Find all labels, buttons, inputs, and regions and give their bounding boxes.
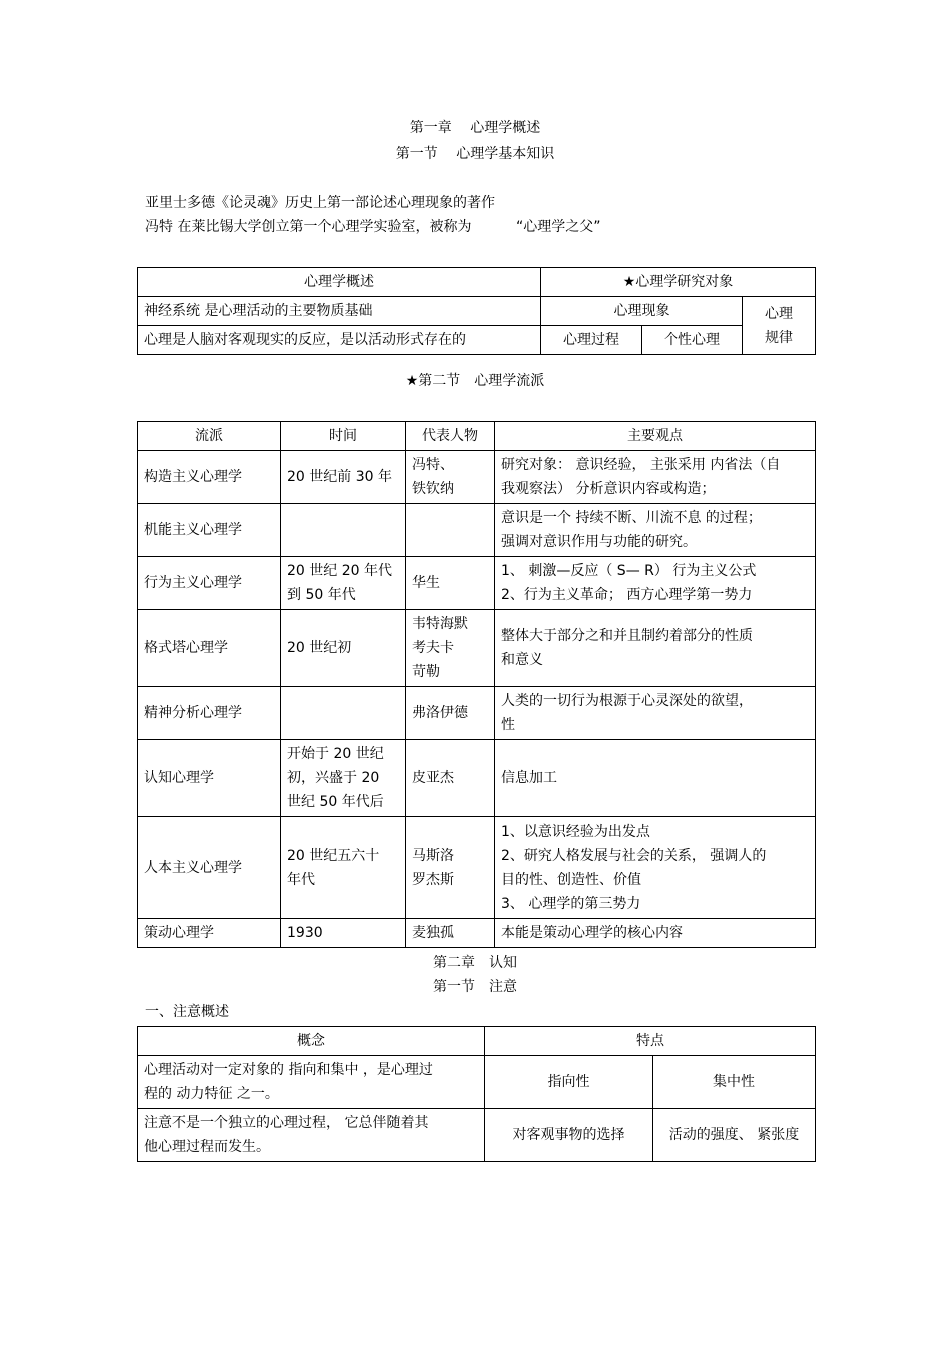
school-figures-cell [406,504,495,557]
overview-row2-b: 个性心理 [642,326,743,355]
attention-head-right: 特点 [485,1027,816,1056]
chapter1-section1-title: 第一节 心理学基本知识 [395,146,555,162]
school-period-cell: 1930 [281,919,406,948]
attention-head-left: 概念 [138,1027,485,1056]
schools-header: 代表人物 [406,422,495,451]
school-period-cell [281,504,406,557]
school-period-cell: 20 世纪 20 年代 到 50 年代 [281,557,406,610]
school-name-cell: 认知心理学 [138,740,281,817]
school-views-cell: 信息加工 [495,740,816,817]
school-period-cell: 20 世纪初 [281,610,406,687]
school-figures-cell: 麦独孤 [406,919,495,948]
school-views-cell: 1、以意识经验为出发点 2、研究人格发展与社会的关系， 强调人的 目的性、创造性、价值 3、 心理学的第三势力 [495,817,816,919]
attention-row1-left: 心理活动对一定对象的 指向和集中 ，是心理过 程的 动力特征 之一。 [138,1056,485,1109]
schools-header-row [138,422,816,451]
overview-head-right: ★心理学研究对象 [541,268,816,297]
overview-row1-left: 神经系统 是心理活动的主要物质基础 [138,297,541,326]
school-figures-cell: 马斯洛 罗杰斯 [406,817,495,919]
table-row [138,687,816,740]
table-row [138,919,816,948]
table-row [138,557,816,610]
school-period-cell [281,687,406,740]
school-name-cell: 人本主义心理学 [138,817,281,919]
school-period-cell: 20 世纪前 30 年 [281,451,406,504]
school-period-cell: 20 世纪五六十 年代 [281,817,406,919]
overview-row2-a: 心理过程 [541,326,642,355]
school-figures-cell: 皮亚杰 [406,740,495,817]
school-views-cell: 研究对象： 意识经验， 主张采用 内省法（自 我观察法） 分析意识内容或构造； [495,451,816,504]
attention-row2-left: 注意不是一个独立的心理过程， 它总伴随着其 他心理过程而发生。 [138,1109,485,1162]
schools-table [137,421,816,948]
school-views-cell: 人类的一切行为根源于心灵深处的欲望， 性 [495,687,816,740]
overview-row2-left: 心理是人脑对客观现实的反应，是以活动形式存在的 [138,326,541,355]
chapter1-section2-title: ★第二节 心理学流派 [405,373,545,389]
intro-line-1: 亚里士多德《论灵魂》历史上第一部论述心理现象的著作 [145,195,495,211]
school-figures-cell: 冯特、 铁钦纳 [406,451,495,504]
table-row [138,451,816,504]
overview-side: 心理 规律 [743,297,816,355]
attention-table [137,1026,816,1162]
school-name-cell: 策动心理学 [138,919,281,948]
table-row [138,817,816,919]
attention-subheading: 一、注意概述 [145,1004,229,1020]
school-name-cell: 精神分析心理学 [138,687,281,740]
overview-table [137,267,816,355]
school-views-cell: 本能是策动心理学的核心内容 [495,919,816,948]
overview-row1-mid: 心理现象 [541,297,743,326]
attention-row2-b: 活动的强度、 紧张度 [653,1109,816,1162]
school-name-cell: 行为主义心理学 [138,557,281,610]
schools-header: 时间 [281,422,406,451]
school-period-cell: 开始于 20 世纪 初，兴盛于 20 世纪 50 年代后 [281,740,406,817]
school-figures-cell: 华生 [406,557,495,610]
table-row [138,740,816,817]
school-views-cell: 1、 刺激—反应（ S— R） 行为主义公式 2、行为主义革命； 西方心理学第一势力 [495,557,816,610]
schools-header: 主要观点 [495,422,816,451]
school-figures-cell: 韦特海默 考夫卡 苛勒 [406,610,495,687]
schools-header: 流派 [138,422,281,451]
school-views-cell: 整体大于部分之和并且制约着部分的性质 和意义 [495,610,816,687]
intro-line-2: 冯特 在莱比锡大学创立第一个心理学实验室，被称为 “心理学之父” [145,219,601,235]
chapter2-section1-title: 第一节 注意 [433,979,517,995]
attention-row1-a: 指向性 [485,1056,653,1109]
school-name-cell: 构造主义心理学 [138,451,281,504]
table-row [138,504,816,557]
attention-row2-a: 对客观事物的选择 [485,1109,653,1162]
table-row [138,610,816,687]
chapter2-title: 第二章 认知 [433,955,517,971]
school-views-cell: 意识是一个 持续不断、川流不息 的过程； 强调对意识作用与功能的研究。 [495,504,816,557]
chapter1-title: 第一章 心理学概述 [409,120,541,136]
school-name-cell: 机能主义心理学 [138,504,281,557]
school-name-cell: 格式塔心理学 [138,610,281,687]
attention-row1-b: 集中性 [653,1056,816,1109]
overview-head-left: 心理学概述 [138,268,541,297]
school-figures-cell: 弗洛伊德 [406,687,495,740]
